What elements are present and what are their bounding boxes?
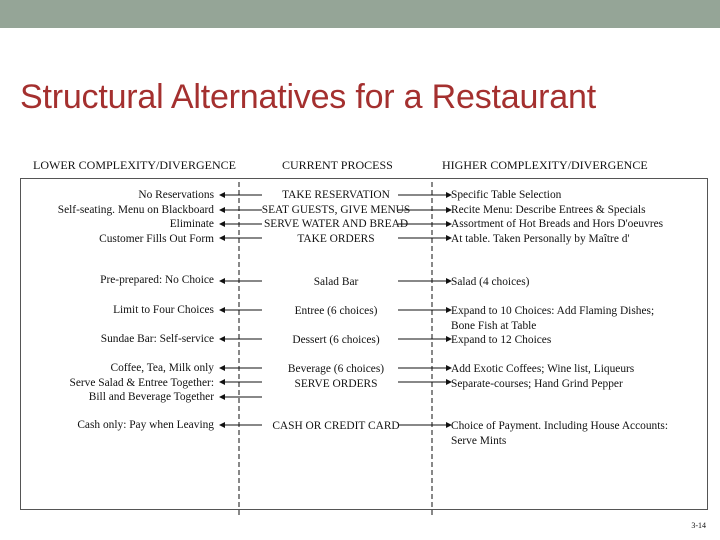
row-1-center-line-3: SERVE WATER AND BREAD	[263, 218, 409, 230]
row-2-left	[100, 273, 214, 288]
row-1-right-line-2: Recite Menu: Describe Entrees & Specials	[451, 203, 646, 216]
row-3-center-line-1: Entree (6 choices)	[294, 305, 378, 317]
row-3-center	[246, 304, 426, 319]
row-6-right	[451, 419, 668, 448]
row-5-center-line-2: SERVE ORDERS	[294, 377, 378, 390]
row-1-left-line-2: Self-seating. Menu on Blackboard	[57, 203, 214, 216]
row-4-right	[451, 333, 551, 348]
row-1-center-line-2: SEAT GUESTS, GIVE MENUS	[261, 203, 411, 216]
row-2-left-line-1: Pre-prepared: No Choice	[100, 274, 214, 286]
row-1-left-line-1: No Reservations	[138, 189, 214, 201]
row-3-left	[113, 303, 214, 318]
row-1-center	[246, 188, 426, 246]
header-lower-complexity: LOWER COMPLEXITY/DIVERGENCE	[33, 158, 236, 172]
row-1-left	[58, 188, 214, 246]
row-1-center-line-1: TAKE RESERVATION	[282, 189, 390, 201]
row-3-left-line-1: Limit to Four Choices	[113, 304, 214, 316]
row-5-center-line-1: Beverage (6 choices)	[287, 363, 385, 375]
row-2-center-line-1: Salad Bar	[313, 276, 359, 288]
row-5-left-line-1: Coffee, Tea, Milk only	[110, 362, 214, 374]
row-1-right-line-1: Specific Table Selection	[451, 189, 562, 201]
row-1-center-line-4: TAKE ORDERS	[297, 232, 375, 245]
row-5-left-line-3: Bill and Beverage Together	[88, 391, 214, 403]
header-current-process: CURRENT PROCESS	[282, 158, 393, 172]
row-5-right-line-2: Separate-courses; Hand Grind Pepper	[451, 377, 623, 390]
row-6-center-line-1: CASH OR CREDIT CARD	[272, 420, 400, 432]
page-number: 3-14	[691, 521, 706, 530]
row-5-right-line-1: Add Exotic Coffees; Wine list, Liqueurs	[451, 363, 635, 375]
row-1-right-line-4: At table. Taken Personally by Maître d'	[451, 232, 630, 245]
row-1-left-line-3: Eliminate	[169, 218, 214, 230]
row-6-right-line-1: Choice of Payment. Including House Accounts:	[451, 420, 669, 432]
row-3-right	[451, 304, 654, 333]
row-4-center	[246, 333, 426, 348]
row-5-right	[451, 362, 634, 391]
row-6-left-line-1: Cash only: Pay when Leaving	[77, 419, 214, 431]
row-2-right	[451, 275, 529, 290]
header-higher-complexity: HIGHER COMPLEXITY/DIVERGENCE	[442, 158, 648, 172]
row-3-right-line-1: Expand to 10 Choices: Add Flaming Dishes;	[451, 305, 655, 317]
row-1-right	[451, 188, 663, 246]
row-4-left	[101, 332, 214, 347]
row-5-left	[70, 361, 215, 405]
row-3-right-line-2: Bone Fish at Table	[451, 319, 537, 332]
row-6-center	[246, 419, 426, 434]
slide-title: Structural Alternatives for a Restaurant	[20, 78, 596, 116]
row-6-left	[77, 418, 214, 433]
row-2-center	[246, 275, 426, 290]
row-4-left-line-1: Sundae Bar: Self-service	[100, 333, 214, 345]
row-5-center	[246, 362, 426, 391]
row-4-center-line-1: Dessert (6 choices)	[292, 334, 380, 346]
row-1-right-line-3: Assortment of Hot Breads and Hors D'oeuvres	[451, 218, 664, 230]
row-4-right-line-1: Expand to 12 Choices	[451, 334, 552, 346]
row-2-right-line-1: Salad (4 choices)	[451, 276, 530, 288]
row-5-left-line-2: Serve Salad & Entree Together:	[69, 376, 214, 389]
row-6-right-line-2: Serve Mints	[451, 434, 507, 447]
row-1-left-line-4: Customer Fills Out Form	[99, 232, 214, 245]
